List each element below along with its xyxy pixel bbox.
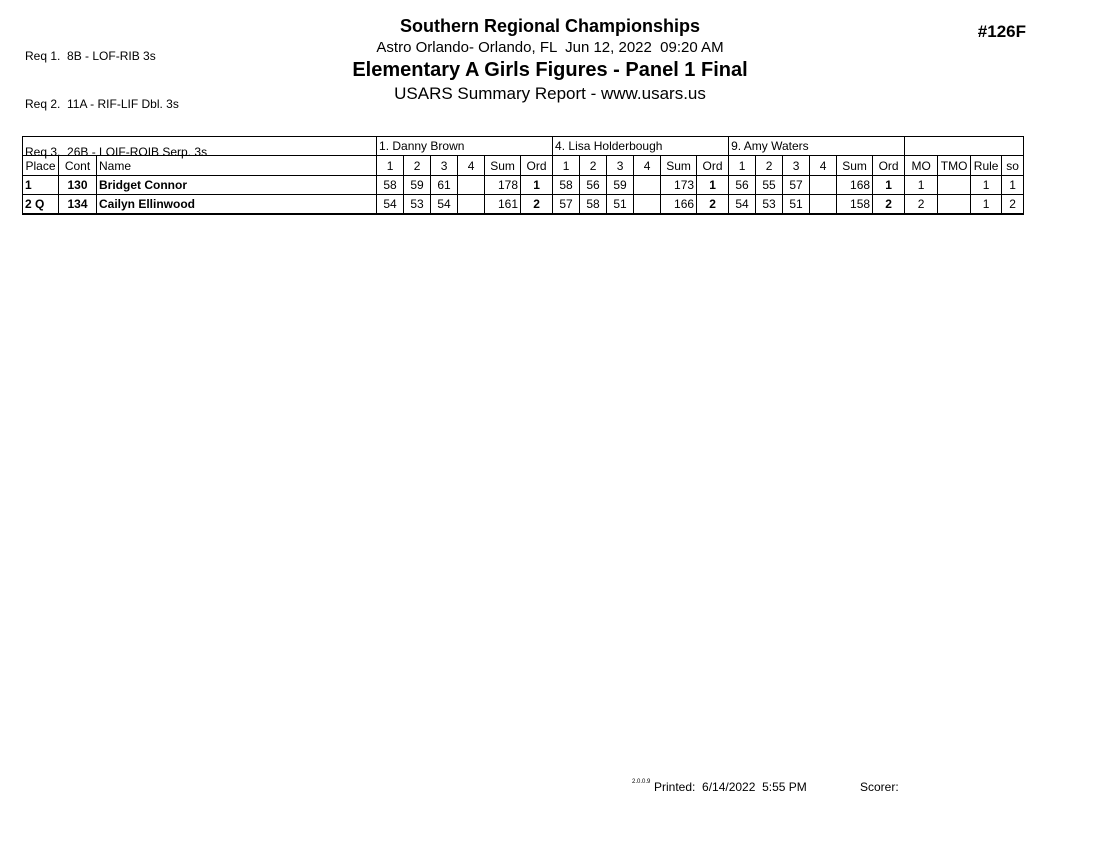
- header-mo: MO: [905, 156, 938, 176]
- report-header: [0, 15, 1100, 105]
- header-score-2: 2: [580, 156, 607, 176]
- sum-cell: 166: [661, 195, 697, 214]
- header-ord: Ord: [873, 156, 905, 176]
- place-cell: 2 Q: [23, 195, 59, 214]
- header-score-4: 4: [810, 156, 837, 176]
- judge-name-cell: 4. Lisa Holderbough: [553, 137, 729, 156]
- score-cell: [634, 195, 661, 214]
- header-score-4: 4: [458, 156, 485, 176]
- contestant-number-cell: 134: [59, 195, 97, 214]
- results-table: [22, 136, 1024, 215]
- header-score-1: 1: [729, 156, 756, 176]
- sum-cell: 178: [485, 176, 521, 195]
- score-cell: 53: [756, 195, 783, 214]
- score-cell: [458, 195, 485, 214]
- header-sum: Sum: [837, 156, 873, 176]
- score-cell: 58: [377, 176, 404, 195]
- report-version: 2.0.0.9: [632, 779, 651, 785]
- table-row: [23, 195, 1024, 214]
- ordinal-cell: 2: [521, 195, 553, 214]
- sum-cell: 173: [661, 176, 697, 195]
- ordinal-cell: 2: [697, 195, 729, 214]
- header-score-1: 1: [553, 156, 580, 176]
- judges-row-spacer-left: [23, 137, 377, 156]
- place-cell: 1: [23, 176, 59, 195]
- header-sum: Sum: [485, 156, 521, 176]
- so-cell: 1: [1002, 176, 1024, 195]
- score-cell: [458, 176, 485, 195]
- venue-date-line: Astro Orlando- Orlando, FL Jun 12, 2022 09:20 AM: [376, 39, 724, 56]
- score-cell: [810, 195, 837, 214]
- mo-cell: 2: [905, 195, 938, 214]
- scorer-label: Scorer:: [860, 780, 899, 794]
- judges-row-spacer-right: [905, 137, 1024, 156]
- table-row: [23, 176, 1024, 195]
- header-score-3: 3: [783, 156, 810, 176]
- header-ord: Ord: [697, 156, 729, 176]
- score-cell: 55: [756, 176, 783, 195]
- score-cell: 56: [580, 176, 607, 195]
- score-cell: 58: [553, 176, 580, 195]
- contestant-number-cell: 130: [59, 176, 97, 195]
- header-rule: Rule: [971, 156, 1002, 176]
- score-cell: 51: [783, 195, 810, 214]
- judges-header-row: [23, 137, 1024, 156]
- score-cell: 57: [783, 176, 810, 195]
- judge-name-cell: 9. Amy Waters: [729, 137, 905, 156]
- header-score-2: 2: [404, 156, 431, 176]
- skater-name-cell: Cailyn Ellinwood: [97, 195, 377, 214]
- skater-name-cell: Bridget Connor: [97, 176, 377, 195]
- ordinal-cell: 1: [521, 176, 553, 195]
- header-place: Place: [23, 156, 59, 176]
- score-cell: 54: [377, 195, 404, 214]
- requirement-line: Req 1. 8B - LOF-RIB 3s: [25, 49, 156, 63]
- ordinal-cell: 1: [873, 176, 905, 195]
- score-cell: 58: [580, 195, 607, 214]
- header-tmo: TMO: [938, 156, 971, 176]
- sum-cell: 158: [837, 195, 873, 214]
- sum-cell: 161: [485, 195, 521, 214]
- tmo-cell: [938, 176, 971, 195]
- header-score-3: 3: [431, 156, 458, 176]
- header-cont: Cont: [59, 156, 97, 176]
- score-cell: 59: [607, 176, 634, 195]
- header-score-4: 4: [634, 156, 661, 176]
- score-cell: 54: [431, 195, 458, 214]
- so-cell: 2: [1002, 195, 1024, 214]
- score-cell: 53: [404, 195, 431, 214]
- score-cell: 61: [431, 176, 458, 195]
- rule-cell: 1: [971, 176, 1002, 195]
- score-cell: [634, 176, 661, 195]
- ordinal-cell: 1: [697, 176, 729, 195]
- sum-cell: 168: [837, 176, 873, 195]
- event-number: #126F: [977, 22, 1026, 41]
- event-title: Elementary A Girls Figures - Panel 1 Final: [352, 59, 748, 81]
- ordinal-cell: 2: [873, 195, 905, 214]
- score-cell: 57: [553, 195, 580, 214]
- header-score-1: 1: [377, 156, 404, 176]
- tmo-cell: [938, 195, 971, 214]
- header-score-2: 2: [756, 156, 783, 176]
- score-cell: 56: [729, 176, 756, 195]
- mo-cell: 1: [905, 176, 938, 195]
- rule-cell: 1: [971, 195, 1002, 214]
- judge-name-cell: 1. Danny Brown: [377, 137, 553, 156]
- column-header-row: [23, 156, 1024, 176]
- report-subtitle: USARS Summary Report - www.usars.us: [394, 84, 706, 103]
- header-name: Name: [97, 156, 377, 176]
- championship-title: Southern Regional Championships: [399, 16, 700, 36]
- header-so: so: [1002, 156, 1024, 176]
- requirement-line: Req 2. 11A - RIF-LIF Dbl. 3s: [25, 97, 179, 111]
- printed-timestamp: Printed: 6/14/2022 5:55 PM: [654, 780, 807, 794]
- score-cell: 59: [404, 176, 431, 195]
- score-cell: 51: [607, 195, 634, 214]
- header-score-3: 3: [607, 156, 634, 176]
- score-cell: 54: [729, 195, 756, 214]
- header-sum: Sum: [661, 156, 697, 176]
- requirement-line: Req 3. 26B - LOIF-ROIB Serp. 3s: [25, 145, 208, 159]
- score-cell: [810, 176, 837, 195]
- header-ord: Ord: [521, 156, 553, 176]
